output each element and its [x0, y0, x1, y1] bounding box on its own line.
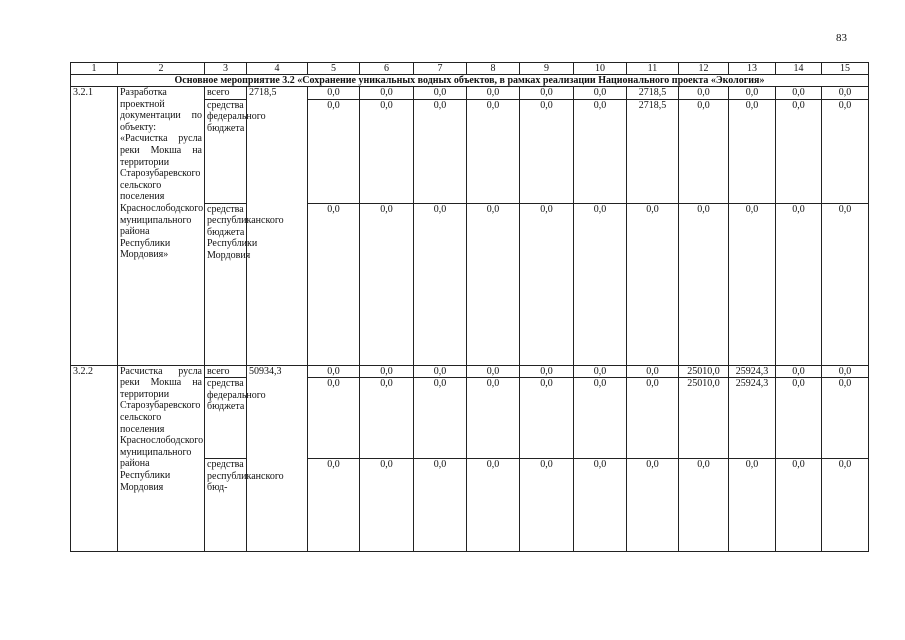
item-total: 50934,3 [247, 365, 308, 552]
value-cell: 0,0 [360, 365, 414, 378]
value-cell: 0,0 [414, 459, 467, 552]
item-total: 2718,5 [247, 87, 308, 366]
item-code: 3.2.2 [71, 365, 118, 552]
value-cell: 0,0 [679, 459, 729, 552]
value-cell: 0,0 [520, 87, 574, 100]
value-cell: 0,0 [822, 99, 869, 203]
value-cell: 0,0 [360, 87, 414, 100]
value-cell: 25924,3 [729, 365, 776, 378]
item-name: Разработка проектной документации по объекту: «Расчистка русла реки Мокша на территории Старозубаревского сельского поселения Краснослободского муниципального района Республики Мордовия» [118, 87, 205, 366]
value-cell: 0,0 [308, 378, 360, 459]
value-cell: 0,0 [822, 378, 869, 459]
header-cell: 4 [247, 63, 308, 75]
value-cell: 0,0 [776, 365, 822, 378]
budget-table [70, 62, 869, 552]
value-cell: 0,0 [467, 203, 520, 365]
header-cell: 6 [360, 63, 414, 75]
value-cell: 0,0 [627, 459, 679, 552]
funding-source: средства федерального бюджета [205, 378, 247, 459]
table-row [71, 365, 869, 378]
table-row [71, 87, 869, 100]
value-cell: 0,0 [360, 203, 414, 365]
value-cell: 0,0 [467, 459, 520, 552]
header-row [71, 63, 869, 75]
value-cell: 0,0 [520, 459, 574, 552]
header-cell: 10 [574, 63, 627, 75]
section-row [71, 75, 869, 87]
value-cell: 0,0 [822, 203, 869, 365]
value-cell: 0,0 [627, 378, 679, 459]
value-cell: 0,0 [574, 203, 627, 365]
value-cell: 0,0 [414, 365, 467, 378]
value-cell: 0,0 [822, 87, 869, 100]
header-cell: 9 [520, 63, 574, 75]
value-cell: 0,0 [414, 203, 467, 365]
header-cell: 3 [205, 63, 247, 75]
value-cell: 0,0 [776, 87, 822, 100]
value-cell: 0,0 [308, 459, 360, 552]
value-cell: 0,0 [627, 365, 679, 378]
header-cell: 15 [822, 63, 869, 75]
value-cell: 25010,0 [679, 378, 729, 459]
value-cell: 0,0 [467, 87, 520, 100]
value-cell: 0,0 [822, 459, 869, 552]
value-cell: 0,0 [414, 378, 467, 459]
value-cell: 0,0 [574, 378, 627, 459]
value-cell: 0,0 [679, 87, 729, 100]
value-cell: 0,0 [729, 459, 776, 552]
value-cell: 0,0 [360, 378, 414, 459]
item-code: 3.2.1 [71, 87, 118, 366]
value-cell: 0,0 [520, 99, 574, 203]
value-cell: 0,0 [520, 203, 574, 365]
value-cell: 0,0 [729, 87, 776, 100]
value-cell: 0,0 [679, 203, 729, 365]
value-cell: 25010,0 [679, 365, 729, 378]
value-cell: 0,0 [729, 203, 776, 365]
funding-source: всего [205, 87, 247, 100]
header-cell: 11 [627, 63, 679, 75]
header-cell: 7 [414, 63, 467, 75]
value-cell: 0,0 [308, 365, 360, 378]
value-cell: 0,0 [574, 459, 627, 552]
funding-source: средства федерального бюджета [205, 99, 247, 203]
header-cell: 5 [308, 63, 360, 75]
value-cell: 2718,5 [627, 87, 679, 100]
header-cell: 2 [118, 63, 205, 75]
funding-source: всего [205, 365, 247, 378]
page-number: 83 [836, 32, 847, 44]
value-cell: 0,0 [627, 203, 679, 365]
value-cell: 0,0 [574, 365, 627, 378]
value-cell: 25924,3 [729, 378, 776, 459]
section-title: Основное мероприятие 3.2 «Сохранение уникальных водных объектов, в рамках реализации Национального проекта «Экология» [71, 75, 869, 87]
value-cell: 0,0 [520, 378, 574, 459]
value-cell: 0,0 [360, 459, 414, 552]
value-cell: 0,0 [520, 365, 574, 378]
header-cell: 14 [776, 63, 822, 75]
value-cell: 0,0 [729, 99, 776, 203]
funding-source: средства республиканского бюджета Республики Мордовия [205, 203, 247, 365]
header-cell: 1 [71, 63, 118, 75]
header-cell: 12 [679, 63, 729, 75]
value-cell: 0,0 [467, 365, 520, 378]
value-cell: 0,0 [776, 99, 822, 203]
value-cell: 0,0 [776, 459, 822, 552]
value-cell: 0,0 [776, 203, 822, 365]
value-cell: 0,0 [414, 99, 467, 203]
value-cell: 0,0 [308, 203, 360, 365]
value-cell: 0,0 [574, 87, 627, 100]
value-cell: 0,0 [822, 365, 869, 378]
value-cell: 0,0 [308, 87, 360, 100]
value-cell: 0,0 [679, 99, 729, 203]
item-name: Расчистка русла реки Мокша на территории Старозубаревского сельского поселения Краснослободского муниципального района Республики Мордовия [118, 365, 205, 552]
header-cell: 8 [467, 63, 520, 75]
value-cell: 0,0 [308, 99, 360, 203]
value-cell: 0,0 [467, 99, 520, 203]
value-cell: 0,0 [574, 99, 627, 203]
value-cell: 2718,5 [627, 99, 679, 203]
value-cell: 0,0 [776, 378, 822, 459]
value-cell: 0,0 [414, 87, 467, 100]
value-cell: 0,0 [360, 99, 414, 203]
funding-source: средства республиканского бюд- [205, 459, 247, 552]
header-cell: 13 [729, 63, 776, 75]
value-cell: 0,0 [467, 378, 520, 459]
